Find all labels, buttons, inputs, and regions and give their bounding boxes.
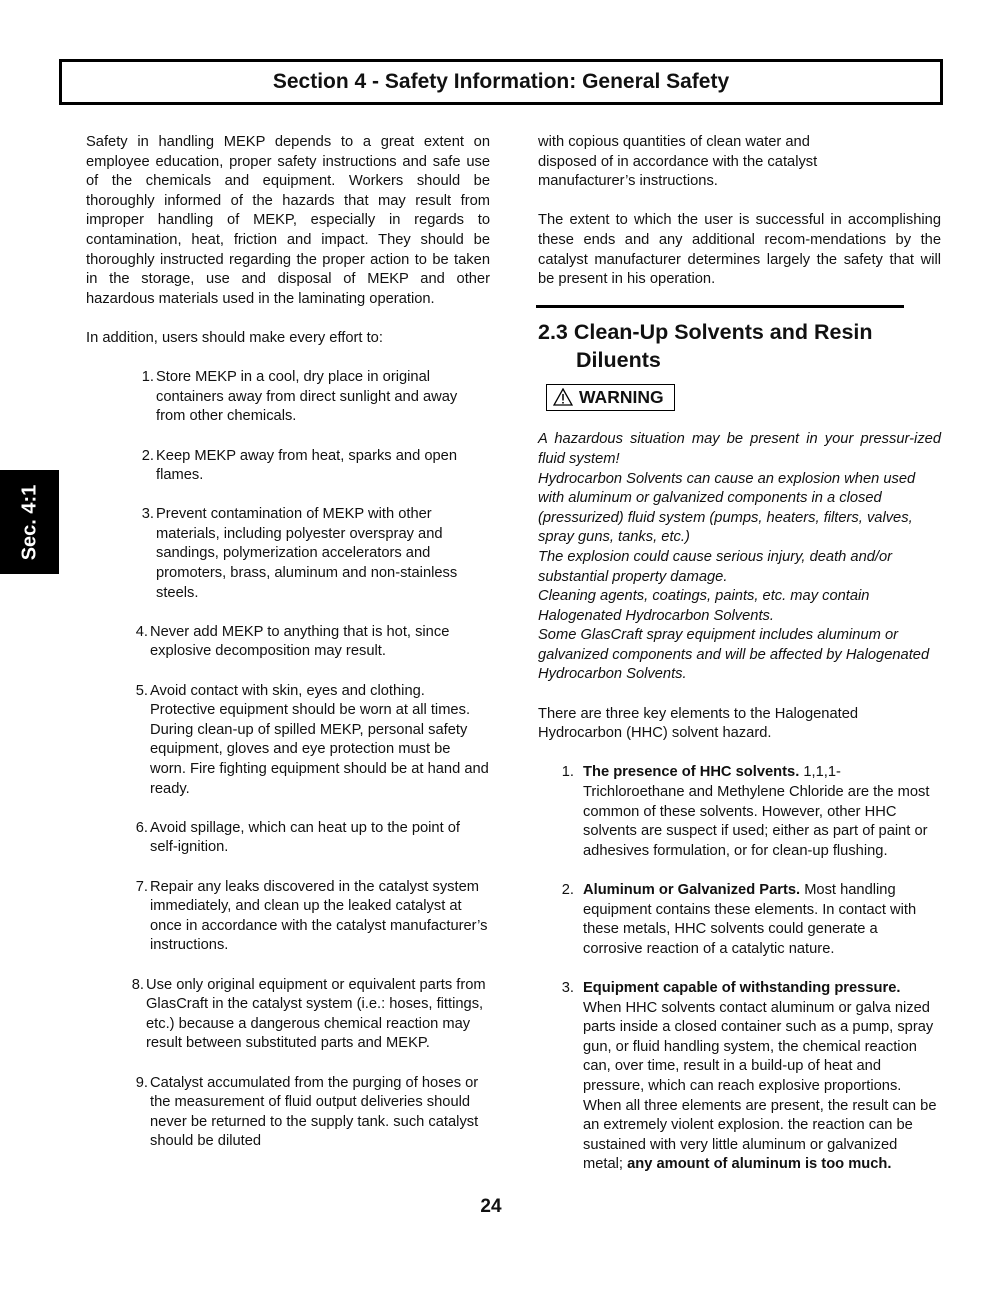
warning-label xyxy=(546,384,675,411)
list-item: 5. Avoid contact with skin, eyes and clothing. Protective equipment should be worn at all times. During clean-up of spilled MEKP, personal safety equipment, gloves and eye protection must be worn. Fire fighting equipment should be at hand and ready. xyxy=(135,682,489,797)
subsection-heading: 2.3 Clean-Up Solvents and Resin Diluents xyxy=(538,319,873,372)
section-tab-label: Sec. 4:1 xyxy=(18,484,41,560)
warning-triangle-icon xyxy=(553,388,573,406)
left-column xyxy=(86,133,490,1152)
elements-intro: There are three key elements to the Halogenated Hydrocarbon (HHC) solvent hazard. xyxy=(538,705,859,742)
list-item: 3. Prevent contamination of MEKP with other materials, including polyester overspray and sandings, polymerization accelerators and promoters, brass, aluminum and non-stainless steels. xyxy=(141,506,458,601)
list-item: 1. Store MEKP in a cool, dry place in original containers away from direct sunlight and away from other chemicals. xyxy=(141,369,458,425)
list-item: 8. Use only original equipment or equivalent parts from GlasCraft in the catalyst system (i.e.: hoses, fittings, etc.) because a dangerous chemical reaction may result between substituted parts and MEKP. xyxy=(131,976,486,1052)
section-title: Section 4 - Safety Information: General Safety xyxy=(272,70,730,93)
continuation-paragraph: with copious quantities of clean water and disposed of in accordance with the catalyst manufacturer’s instructions. xyxy=(538,134,818,190)
lead-paragraph: In addition, users should make every effort to: xyxy=(86,329,383,346)
section-header xyxy=(59,59,943,105)
right-column xyxy=(538,133,941,1175)
warning-label-text: WARNING xyxy=(579,386,664,407)
warning-text: Cleaning agents, coatings, paints, etc. may contain Halogenated Hydrocarbon Solvents. xyxy=(538,588,870,624)
section-tab xyxy=(0,470,59,574)
warning-text: Some GlasCraft spray equipment includes aluminum or galvanized components and will be affected by Halogenated Hydrocarbon Solvents. xyxy=(538,627,930,683)
warning-text: Hydrocarbon Solvents can cause an explosion when used with aluminum or galvanized components in a closed (pressurized) fluid system (pumps, heaters, filters, valves, spray guns, tanks, etc.) xyxy=(538,470,916,546)
list-item: 7. Repair any leaks discovered in the catalyst system immediately, and clean up the leaked catalyst at once in accordance with the catalyst manufacturer’s instructions. xyxy=(135,878,488,954)
list-item: 1. The presence of HHC solvents. 1,1,1-Trichloroethane and Methylene Chloride are the most common of these solvents. However, other HHC solvents are suspect if used; either as part of paint or adhesives formulation, or for clean-up flushing. xyxy=(561,764,930,859)
list-item: 2. Keep MEKP away from heat, sparks and open flames. xyxy=(141,447,457,484)
list-item: 3. Equipment capable of withstanding pressure. When HHC solvents contact aluminum or galva nized parts inside a closed container such as a pump, spray gun, or fluid handling system, the chemical reaction can, over time, result in a build-up of heat and pressure, which can reach explosive proportions. When all three elements are present, the result can be an extremely violent explosion. the reaction can be sustained with very little aluminum or galvanized metal; any amount of aluminum is too much. xyxy=(561,979,937,1173)
warning-text: A hazardous situation may be present in your pressur-ized fluid system! xyxy=(538,431,941,467)
intro-paragraph: Safety in handling MEKP depends to a great extent on employee education, proper safety instructions and safe use of the chemicals and equipment. Workers should be thoroughly informed of the hazards that may result from improper handling of MEKP, especially in regards to contamination, heat, friction and impact. They should be thoroughly instructed regarding the proper action to be taken in the storage, use and disposal of MEKP and other hazardous materials used in the laminating operation. xyxy=(86,134,490,307)
list-item: 2. Aluminum or Galvanized Parts. Most handling equipment contains these elements. In contact with these metals, HHC solvents could generate a corrosive reaction of a catalytic nature. xyxy=(561,882,917,957)
page-number: 24 xyxy=(480,1196,502,1217)
list-item: 9. Catalyst accumulated from the purging of hoses or the measurement of fluid output deliveries should never be returned to the supply tank. such catalyst should be diluted xyxy=(135,1074,479,1150)
warning-text: The explosion could cause serious injury, death and/or substantial property damage. xyxy=(538,548,893,585)
list-item: 6. Avoid spillage, which can heat up to the point of self-ignition. xyxy=(135,819,461,856)
list-item: 4. Never add MEKP to anything that is hot, since explosive decomposition may result. xyxy=(135,623,450,660)
section-divider xyxy=(536,305,904,308)
extent-paragraph: The extent to which the user is successful in accomplishing these ends and any additional recom-mendations by the catalyst manufacturer determines largely the safety that will be present in his operation. xyxy=(538,212,941,288)
